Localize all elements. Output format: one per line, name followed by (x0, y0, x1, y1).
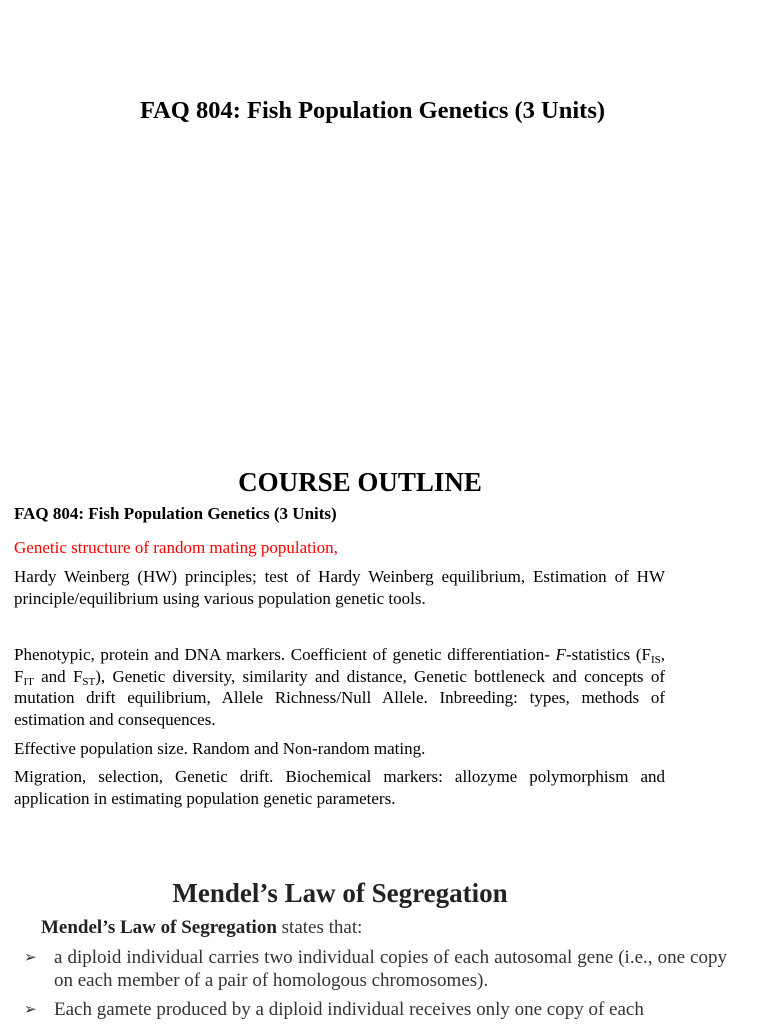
mendel-lead: Mendel’s Law of Segregation states that: (41, 917, 363, 938)
course-outline-heading: COURSE OUTLINE (238, 467, 482, 497)
document-title: FAQ 804: Fish Population Genetics (3 Units) (139, 97, 606, 124)
arrow-bullet-icon: ➢ (24, 948, 37, 966)
migration-paragraph: Migration, selection, Genetic drift. Biochemical markers: allozyme polymorphism and application in estimating population genetic parameters. (14, 767, 665, 808)
markers-paragraph: Phenotypic, protein and DNA markers. Coefficient of genetic differentiation- F-statistics ($F_{IS}$, $F_{IT}$ and $F_{ST}$), Genetic diversity, similarity and distance, Genetic bottleneck and concepts of mutation drift equilibrium, Allele Richness/Null Allele. Inbreeding: types, methods of estimation and consequences. (14, 645, 665, 729)
effective-population-paragraph: Effective population size. Random and Non-random mating. (14, 739, 426, 758)
list-item: ➢ Each gamete produced by a diploid individual receives only one copy of each (24, 999, 644, 1020)
mendel-heading: Mendel’s Law of Segregation (172, 878, 508, 908)
arrow-bullet-icon: ➢ (24, 1000, 37, 1018)
list-item: ➢ a diploid individual carries two individual copies of each autosomal gene (i.e., one copy on each member of a pair of homologous chromosomes). (24, 947, 727, 991)
highlighted-topic: Genetic structure of random mating population, (14, 538, 338, 557)
hardy-weinberg-paragraph: Hardy Weinberg (HW) principles; test of Hardy Weinberg equilibrium, Estimation of HW principle/equilibrium using various population genetic tools. (14, 567, 665, 608)
course-subtitle: FAQ 804: Fish Population Genetics (3 Units) (14, 504, 337, 523)
